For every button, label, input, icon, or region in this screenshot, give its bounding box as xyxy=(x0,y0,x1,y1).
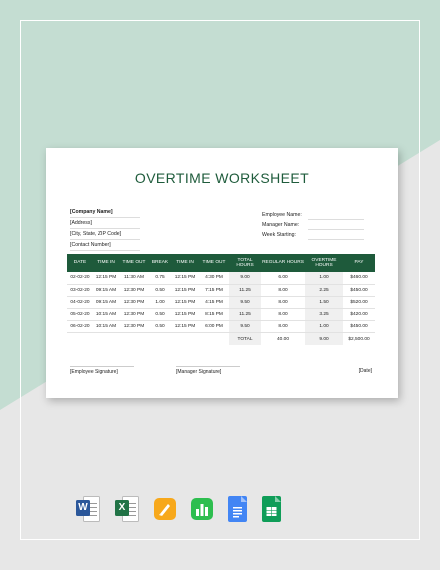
cell-time-in-2: 12:15 PM xyxy=(171,309,199,321)
cell-date: 03-02-20 xyxy=(67,284,93,296)
docs-glyph xyxy=(228,496,247,522)
column-header: TOTAL HOURS xyxy=(229,254,261,272)
cell-regular-hours: 8.00 xyxy=(261,284,305,296)
cell-break: 0.50 xyxy=(149,309,171,321)
cell-overtime-hours: 2.25 xyxy=(305,284,343,296)
manager-name-field xyxy=(308,220,364,230)
excel-letter: X xyxy=(115,500,129,516)
column-header: REGULAR HOURS xyxy=(261,254,305,272)
company-contact: [Contact Number] xyxy=(70,240,140,251)
date-signature: [Date] xyxy=(358,368,372,374)
cell-time-in-2: 12:15 PM xyxy=(171,321,199,333)
total-regular-hours: 40.00 xyxy=(276,336,289,342)
overtime-table xyxy=(67,254,375,345)
cell-time-out-2: 4:30 PM xyxy=(199,272,229,284)
total-overtime-hours: 9.00 xyxy=(305,333,343,345)
bar-glyph xyxy=(191,498,213,520)
numbers-icon[interactable] xyxy=(191,498,213,520)
cell-pay: $520.00 xyxy=(343,296,375,308)
cell-overtime-hours: 3.25 xyxy=(305,309,343,321)
cell-overtime-hours: 1.00 xyxy=(305,321,343,333)
cell-date: 06-02-20 xyxy=(67,321,93,333)
column-header: OVERTIME HOURS xyxy=(305,254,343,272)
column-header: TIME IN xyxy=(93,254,119,272)
cell-total-hours: 9.50 xyxy=(229,296,261,308)
cell-regular-hours: 8.00 xyxy=(261,296,305,308)
manager-name-label: Manager Name: xyxy=(262,222,300,228)
employee-name-field xyxy=(308,210,364,220)
column-header: PAY xyxy=(343,254,375,272)
cell-regular-hours: 6.00 xyxy=(261,272,305,284)
cell-time-out-2: 7:15 PM xyxy=(199,284,229,296)
worksheet-preview xyxy=(46,148,398,398)
total-label: TOTAL xyxy=(229,333,261,345)
sheets-glyph xyxy=(262,496,281,522)
total-row xyxy=(67,333,375,345)
cell-break: 0.50 xyxy=(149,284,171,296)
cell-time-out-2: 6:00 PM xyxy=(199,321,229,333)
employee-signature: [Employee Signature] xyxy=(70,366,134,375)
table-header-row xyxy=(67,254,375,272)
cell-time-out: 12:30 PM xyxy=(119,309,149,321)
cell-break: 0.75 xyxy=(149,272,171,284)
table-row xyxy=(67,309,375,321)
worksheet-title: OVERTIME WORKSHEET xyxy=(134,170,310,186)
week-starting-label: Week Starting: xyxy=(262,232,296,238)
cell-break: 1.00 xyxy=(149,296,171,308)
employee-name-label: Employee Name: xyxy=(262,212,302,218)
cell-time-out: 12:30 PM xyxy=(119,284,149,296)
cell-date: 02-02-20 xyxy=(67,272,93,284)
table-row xyxy=(67,321,375,333)
cell-time-in: 12:15 PM xyxy=(93,272,119,284)
cell-regular-hours: 8.00 xyxy=(261,309,305,321)
cell-time-in: 09:15 AM xyxy=(93,296,119,308)
column-header: DATE xyxy=(67,254,93,272)
column-header: TIME OUT xyxy=(199,254,229,272)
company-block xyxy=(70,207,140,251)
cell-total-hours: 9.00 xyxy=(229,272,261,284)
cell-time-out-2: 4:15 PM xyxy=(199,296,229,308)
cell-pay: $420.00 xyxy=(343,309,375,321)
cell-time-in: 10:15 AM xyxy=(93,309,119,321)
cell-time-in-2: 12:15 PM xyxy=(171,296,199,308)
word-icon[interactable] xyxy=(76,496,100,522)
manager-signature: [Manager Signature] xyxy=(176,366,240,375)
cell-time-in-2: 12:15 PM xyxy=(171,284,199,296)
cell-time-in: 09:15 AM xyxy=(93,284,119,296)
app-icons-row xyxy=(76,496,281,522)
pen-glyph xyxy=(154,498,176,520)
cell-pay: $460.00 xyxy=(343,272,375,284)
total-spacer xyxy=(67,333,229,345)
cell-time-out: 12:30 PM xyxy=(119,321,149,333)
cell-time-in: 10:15 AM xyxy=(93,321,119,333)
cell-date: 05-02-20 xyxy=(67,309,93,321)
company-address: [Address] xyxy=(70,218,140,229)
cell-break: 0.50 xyxy=(149,321,171,333)
cell-regular-hours: 8.00 xyxy=(261,321,305,333)
cell-total-hours: 11.25 xyxy=(229,284,261,296)
cell-time-in-2: 12:15 PM xyxy=(171,272,199,284)
cell-date: 04-02-20 xyxy=(67,296,93,308)
cell-time-out-2: 8:15 PM xyxy=(199,309,229,321)
column-header: TIME OUT xyxy=(119,254,149,272)
table-row xyxy=(67,296,375,308)
cell-overtime-hours: 1.00 xyxy=(305,272,343,284)
total-pay: $2,500.00 xyxy=(348,336,370,342)
table-row xyxy=(67,284,375,296)
google-sheets-icon[interactable] xyxy=(262,496,281,522)
cell-time-out: 11:30 AM xyxy=(119,272,149,284)
cell-total-hours: 11.25 xyxy=(229,309,261,321)
employee-info-block xyxy=(262,210,364,240)
pages-icon[interactable] xyxy=(154,498,176,520)
excel-icon[interactable] xyxy=(115,496,139,522)
company-city: [City, State, ZIP Code] xyxy=(70,229,140,240)
cell-pay: $450.00 xyxy=(343,321,375,333)
column-header: TIME IN xyxy=(171,254,199,272)
cell-total-hours: 9.50 xyxy=(229,321,261,333)
cell-overtime-hours: 1.50 xyxy=(305,296,343,308)
table-row xyxy=(67,272,375,284)
column-header: BREAK xyxy=(149,254,171,272)
cell-time-out: 12:30 PM xyxy=(119,296,149,308)
word-letter: W xyxy=(76,500,90,516)
company-name: [Company Name] xyxy=(70,207,140,218)
week-starting-field xyxy=(308,230,364,240)
google-docs-icon[interactable] xyxy=(228,496,247,522)
cell-pay: $450.00 xyxy=(343,284,375,296)
